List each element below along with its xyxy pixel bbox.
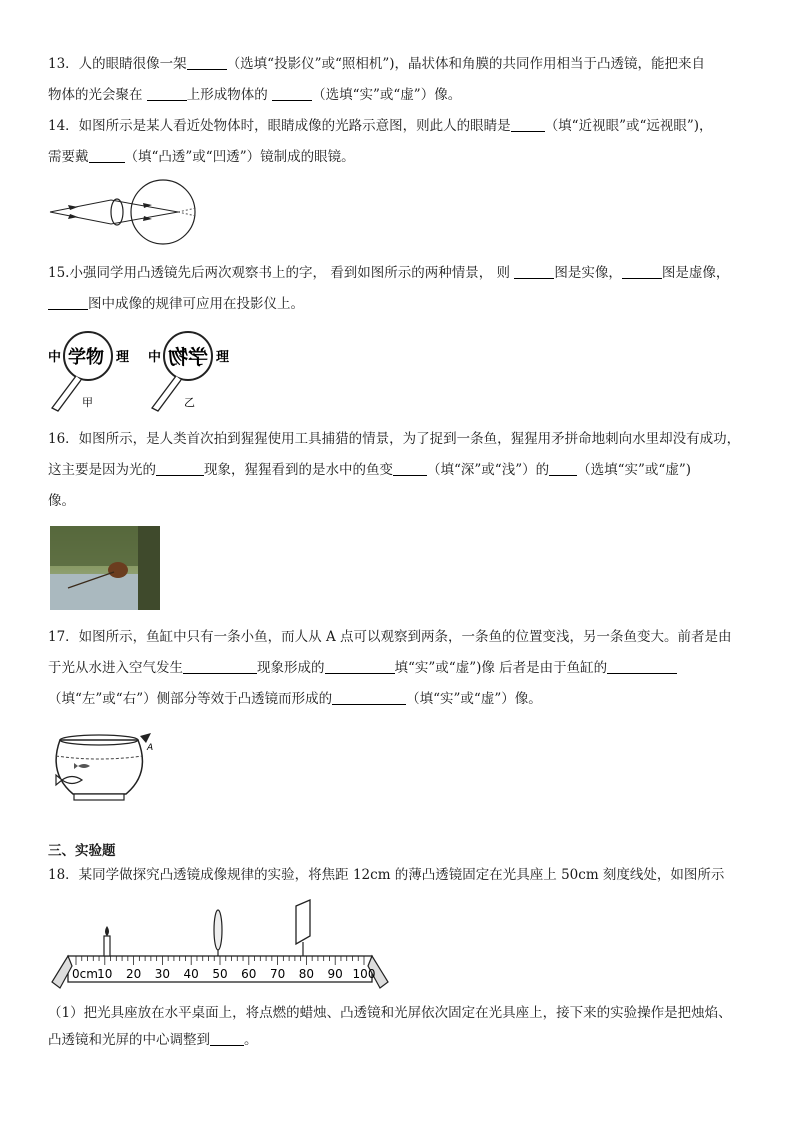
eye-point-marker xyxy=(140,733,151,743)
q17-blank-4[interactable] xyxy=(332,690,406,705)
ruler-label: 80 xyxy=(298,967,315,981)
ray-arrow-right xyxy=(143,203,152,221)
yi-left-char: 中 xyxy=(148,350,162,365)
q17-line3 xyxy=(48,690,542,708)
candle xyxy=(104,936,110,956)
ruler-label: 20 xyxy=(125,967,142,981)
q17-line1: 17．如图所示，鱼缸中只有一条小鱼，而人从 A 点可以观察到两条，一条鱼的位置变浅，另一条鱼变大。前者是由 xyxy=(48,629,732,645)
q16-text-d: （选填“实”或“虚”) xyxy=(577,462,691,478)
q17-text-d: （填“左”或“右”）侧部分等效于凸透镜而形成的 xyxy=(48,691,333,707)
q14-line1 xyxy=(48,117,713,135)
q18-sub1-line1: （1）把光具座放在水平桌面上，将点燃的蜡烛、凸透镜和光屏依次固定在光具座上，接下来的实验操作是把烛焰、 xyxy=(48,1005,732,1021)
q13-line2 xyxy=(48,86,461,104)
q17-line2 xyxy=(48,659,677,677)
q16-text-b: 现象，猩猩看到的是水中的鱼变 xyxy=(204,462,393,478)
jia-inside-text: 学物 xyxy=(68,347,104,368)
q14-text-b: （填“近视眼”或“远视眼”)， xyxy=(544,118,713,134)
q15-line1 xyxy=(48,264,729,282)
eye-diagram xyxy=(48,178,200,248)
eyeball xyxy=(131,180,195,244)
q13-text-b: （选填“投影仪”或“照相机”)，晶状体和角膜的共同作用相当于凸透镜，能把来自 xyxy=(226,56,706,72)
q15-blank-1[interactable] xyxy=(514,264,554,279)
q14-text-c: 需要戴 xyxy=(48,149,89,165)
q15-blank-2[interactable] xyxy=(622,264,662,279)
orangutan-fishing-photo xyxy=(50,526,160,610)
jia-magnifier-handle xyxy=(52,376,81,411)
q18-text-a: 凸透镜和光屏的中心调整到 xyxy=(48,1032,210,1048)
q17-blank-3[interactable] xyxy=(607,659,677,674)
yi-magnifier-handle xyxy=(152,376,181,411)
candle-flame xyxy=(105,926,109,936)
optical-bench-figure xyxy=(48,892,392,996)
q13-blank-2[interactable] xyxy=(147,86,187,101)
q15-text-a: 15.小强同学用凸透镜先后两次观察书上的字， 看到如图所示的两种情景， 则 xyxy=(48,265,515,281)
q14-blank-1[interactable] xyxy=(511,117,545,132)
q18-blank-1[interactable] xyxy=(210,1031,244,1046)
q16-blank-1[interactable] xyxy=(156,461,204,476)
jia-right-char: 理 xyxy=(116,350,130,365)
q16-line3: 像。 xyxy=(48,493,75,509)
q15-text-b: 图是实像， xyxy=(554,265,622,281)
q17-blank-1[interactable] xyxy=(183,659,257,674)
light-ray-extension xyxy=(178,208,196,216)
ruler-label: 50 xyxy=(212,967,228,981)
q18-sub1-line2 xyxy=(48,1031,258,1049)
ray-arrow-left xyxy=(68,205,78,219)
q18-line1: 18．某同学做探究凸透镜成像规律的实验，将焦距 12cm 的薄凸透镜固定在光具座上 50cm 刻度线处，如图所示 xyxy=(48,867,725,883)
eye-lens xyxy=(111,199,123,225)
q17-text-c: 填“实”或“虚”)像 后者是由于鱼缸的 xyxy=(394,660,608,676)
q14-text-d: （填“凸透”或“凹透”）镜制成的眼镜。 xyxy=(124,149,355,165)
ruler-label: 10 xyxy=(97,967,113,981)
q14-blank-2[interactable] xyxy=(89,148,125,163)
ruler-label: 0cm xyxy=(72,967,98,981)
jia-caption: 甲 xyxy=(82,396,93,409)
q17-blank-2[interactable] xyxy=(325,659,395,674)
fish-bowl xyxy=(56,740,142,794)
light-screen xyxy=(296,900,310,944)
q16-blank-2[interactable] xyxy=(393,461,427,476)
q15-text-c: 图是虚像， xyxy=(661,265,730,281)
q13-text-c: 物体的光会聚在 xyxy=(48,87,147,103)
photo-tree-trunk xyxy=(138,526,160,610)
ruler-label: 70 xyxy=(269,967,286,981)
bench-leg-left xyxy=(52,956,72,988)
yi-right-char: 理 xyxy=(216,350,230,365)
q16-line1: 16．如图所示，是人类首次拍到猩猩使用工具捕猎的情景，为了捉到一条鱼，猩猩用矛拼命地刺向水里却没有成功， xyxy=(48,431,741,447)
q16-line2 xyxy=(48,461,691,479)
q13-blank-3[interactable] xyxy=(272,86,312,101)
yi-inside-text-inverted: 学物 xyxy=(168,345,208,369)
section-heading: 三、实验题 xyxy=(48,843,116,859)
jia-left-char: 中 xyxy=(48,350,62,365)
photo-orangutan xyxy=(108,562,128,578)
q14-line2 xyxy=(48,148,355,166)
convex-lens xyxy=(214,910,222,950)
q13-text-d: 上形成物体的 xyxy=(186,87,273,103)
q17-text-a: 于光从水进入空气发生 xyxy=(48,660,183,676)
q13-text-e: （选填“实”或“虚”）像。 xyxy=(312,87,462,103)
q15-blank-3[interactable] xyxy=(48,295,88,310)
yi-caption: 乙 xyxy=(184,396,195,409)
q16-blank-3[interactable] xyxy=(549,461,577,476)
q15-text-d: 图中成像的规律可应用在投影仪上。 xyxy=(88,296,304,312)
ruler-label: 90 xyxy=(327,967,343,981)
ruler-label: 40 xyxy=(183,967,199,981)
q15-line2 xyxy=(48,295,304,313)
q13-blank-1[interactable] xyxy=(187,55,227,70)
q16-text-c: （填“深”或“浅”）的 xyxy=(427,462,550,478)
q18-text-b: 。 xyxy=(244,1032,258,1048)
q13-text-a: 13．人的眼睛很像一架 xyxy=(48,56,187,72)
ruler-label: 60 xyxy=(241,967,257,981)
fish-bowl-figure xyxy=(48,728,168,808)
q17-text-b: 现象形成的 xyxy=(257,660,325,676)
ruler-label: 100 xyxy=(352,967,376,981)
q17-text-e: （填“实”或“虚”）像。 xyxy=(406,691,542,707)
q16-text-a: 这主要是因为光的 xyxy=(48,462,156,478)
fish-bowl-base xyxy=(74,794,124,800)
ruler-label: 30 xyxy=(154,967,171,981)
q13-line1 xyxy=(48,55,705,73)
point-a-label: A xyxy=(147,743,154,753)
q14-text-a: 14．如图所示是某人看近处物体时，眼睛成像的光路示意图，则此人的眼睛是 xyxy=(48,118,511,134)
magnifier-figure xyxy=(46,328,246,412)
